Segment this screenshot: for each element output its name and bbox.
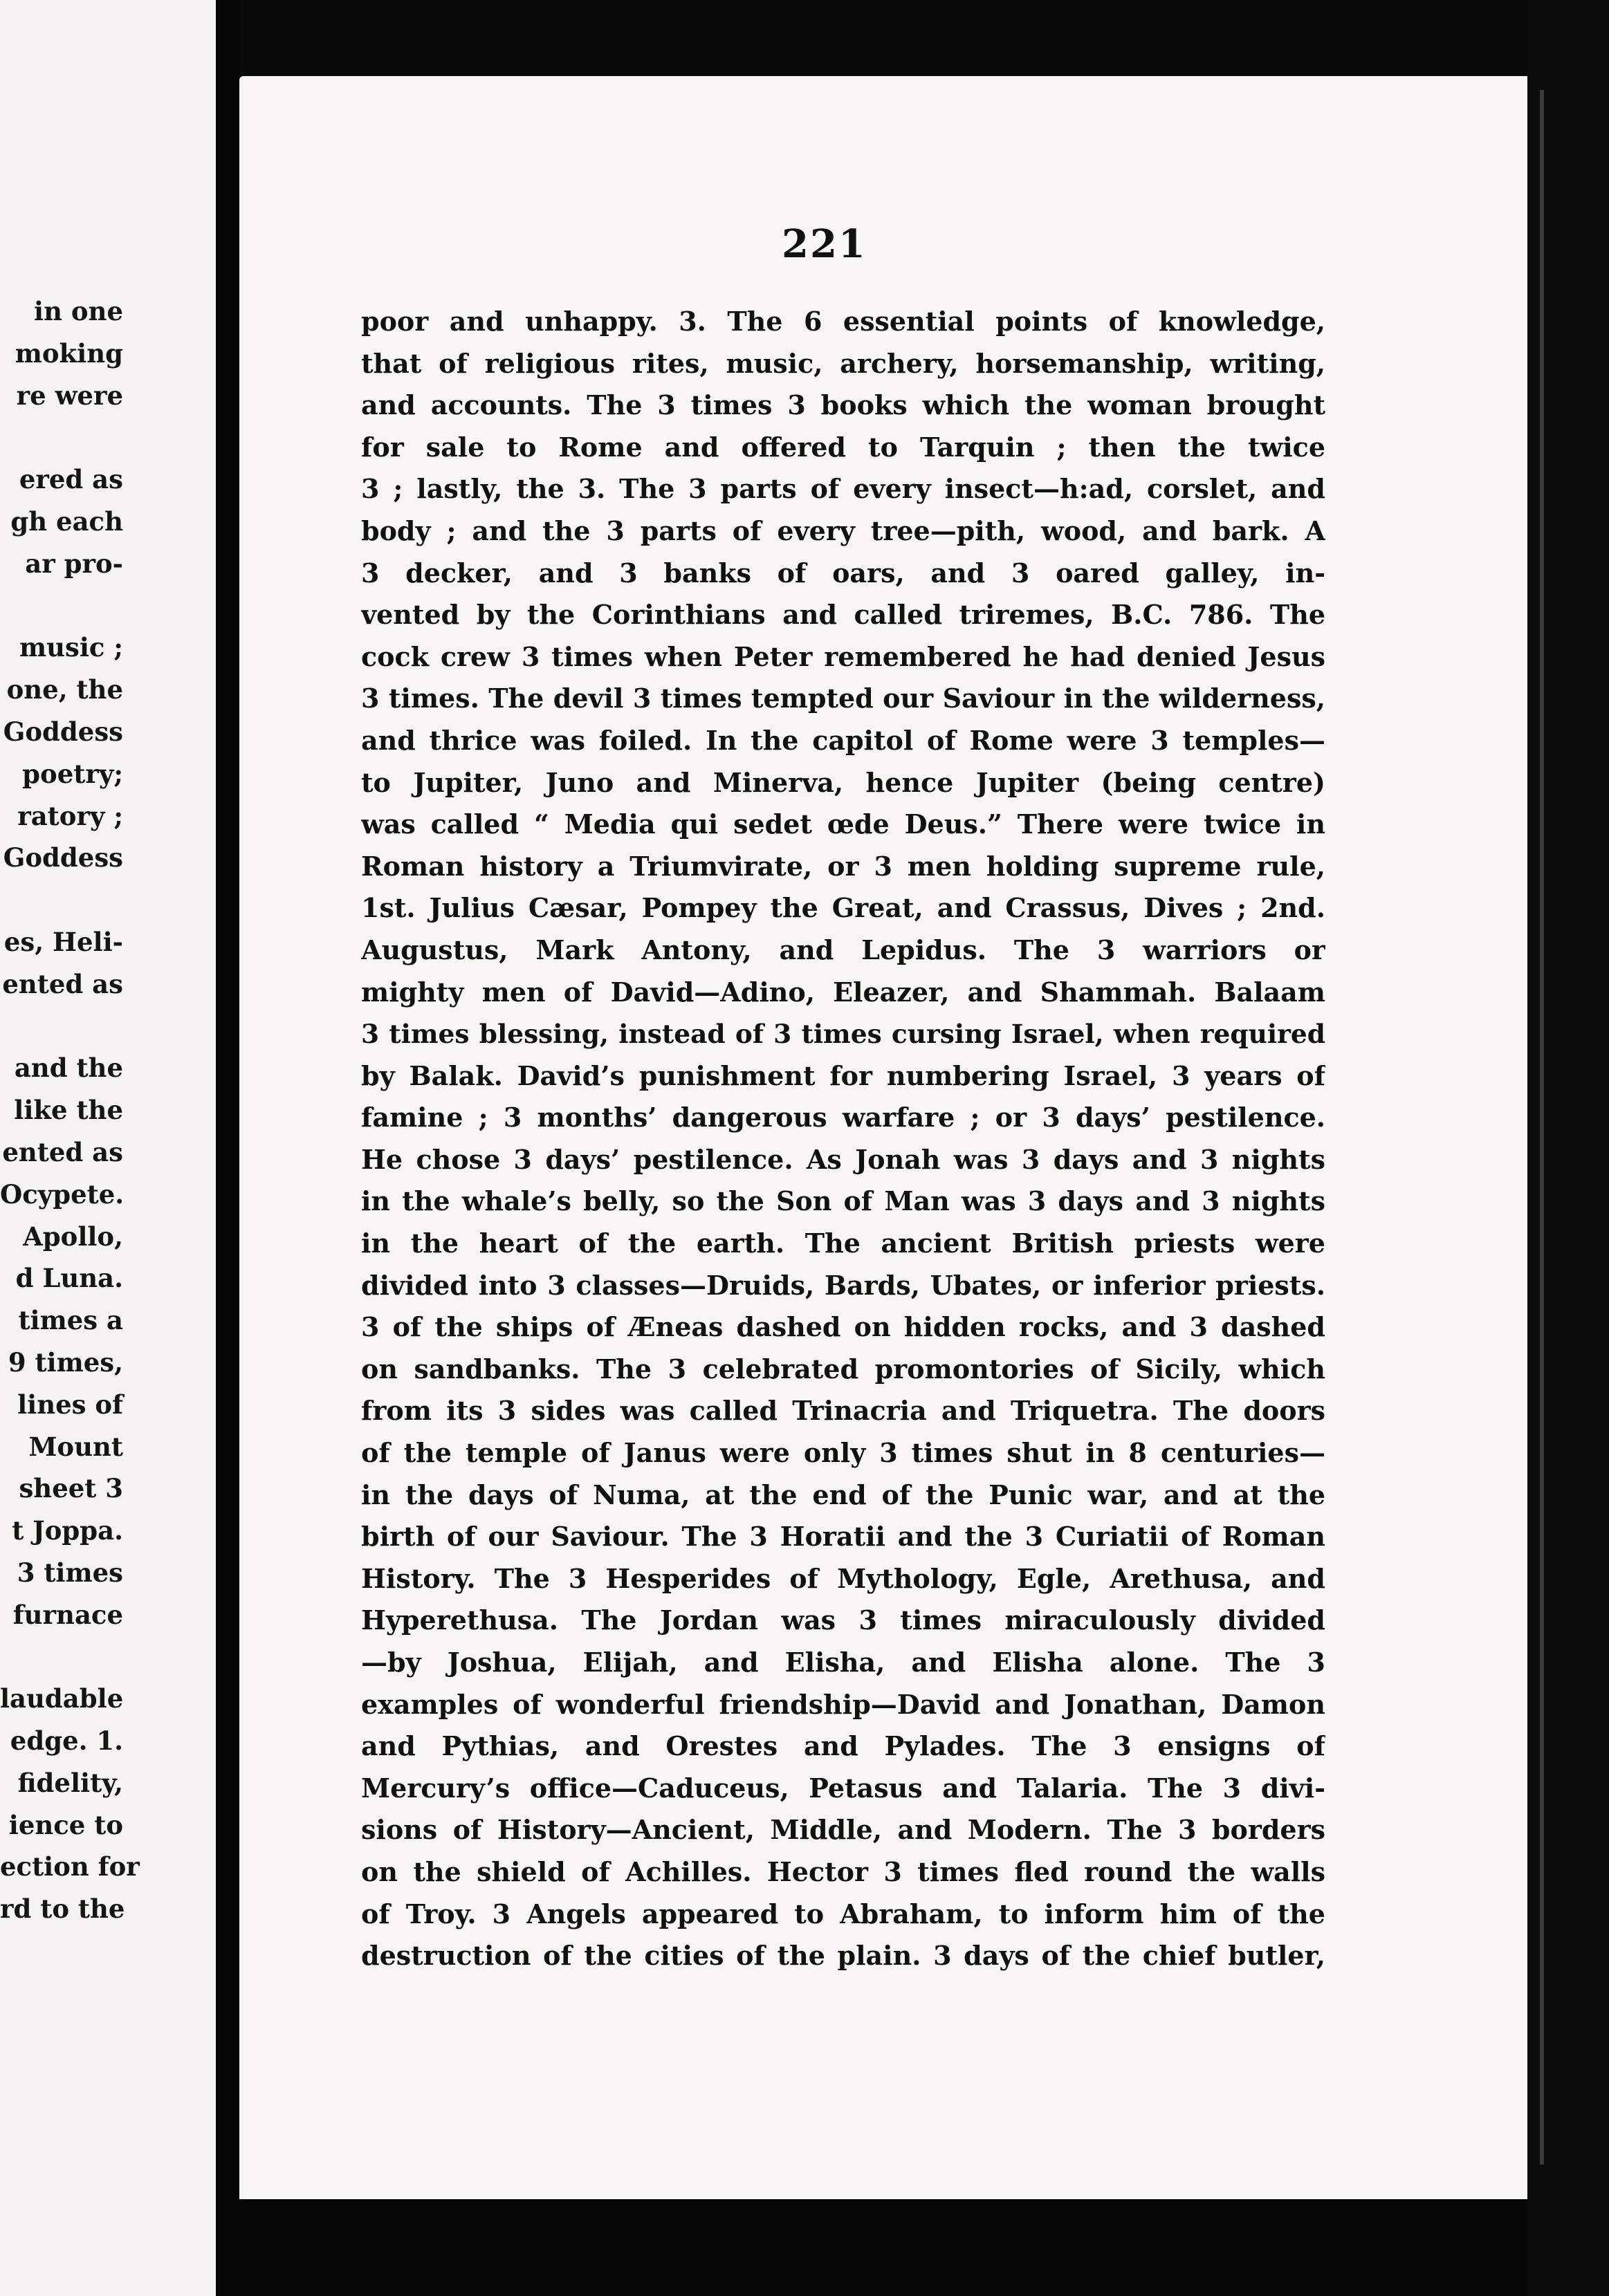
body-line: 3 times blessing, instead of 3 times cursing Israel, when required	[361, 1019, 1325, 1050]
body-line: from its 3 sides was called Trinacria and Triquetra. The doors	[361, 1395, 1325, 1427]
body-line: He chose 3 days’ pestilence. As Jonah was 3 days and 3 nights	[361, 1143, 1325, 1175]
body-line: Roman history a Triumvirate, or 3 men holding supreme rule,	[361, 850, 1325, 882]
left-page-line: ered as	[19, 464, 123, 495]
left-page-line: ented as	[2, 968, 123, 999]
left-page-line: fidelity,	[17, 1767, 123, 1798]
body-line: and Pythias, and Orestes and Pylades. The 3 ensigns of	[361, 1730, 1325, 1762]
body-line: to Jupiter, Juno and Minerva, hence Jupiter (being centre)	[361, 766, 1325, 798]
left-page-line: 9 times,	[8, 1346, 123, 1378]
body-line: of the temple of Janus were only 3 times shut in 8 centuries—	[361, 1437, 1325, 1469]
left-page-line: ratory ;	[17, 800, 123, 831]
body-line: on sandbanks. The 3 celebrated promontories of Sicily, which	[361, 1353, 1325, 1385]
body-line: 3 decker, and 3 banks of oars, and 3 oared galley, in-	[361, 557, 1325, 589]
body-line: that of religious rites, music, archery, horsemanship, writing,	[361, 347, 1325, 379]
body-line: Augustus, Mark Antony, and Lepidus. The 3 warriors or	[361, 934, 1325, 965]
left-page-line: like the	[14, 1095, 123, 1126]
body-line: poor and unhappy. 3. The 6 essential points of knowledge,	[361, 306, 1325, 337]
left-page-line: furnace	[12, 1599, 123, 1630]
left-page-line: laudable	[0, 1683, 124, 1714]
body-line: birth of our Saviour. The 3 Horatii and the 3 Curiatii of Roman	[361, 1521, 1325, 1553]
left-page-line: poetry;	[22, 758, 123, 789]
body-line: destruction of the cities of the plain. 3 days of the chief butler,	[361, 1940, 1325, 1972]
left-page-line	[0, 879, 123, 921]
left-page-line: Ocypete.	[0, 1178, 125, 1210]
left-page-line: one, the	[6, 674, 123, 705]
left-page-line: ar pro-	[25, 548, 123, 579]
left-page-line: rd to the	[0, 1894, 125, 1925]
left-page-line: lines of	[17, 1389, 123, 1420]
left-page-line: d Luna.	[15, 1263, 123, 1294]
left-page-line: and the	[14, 1053, 123, 1084]
body-line: in the heart of the earth. The ancient British priests were	[361, 1228, 1325, 1259]
body-line: by Balak. David’s punishment for numbering Israel, 3 years of	[361, 1059, 1325, 1091]
body-line: body ; and the 3 parts of every tree—pith, wood, and bark. A	[361, 515, 1325, 546]
left-page-line	[0, 585, 123, 627]
body-line: cock crew 3 times when Peter remembered he had denied Jesus	[361, 640, 1325, 672]
left-page-line: gh each	[10, 506, 123, 537]
left-page-line: edge. 1.	[10, 1725, 123, 1757]
right-edge-shadow	[1540, 90, 1544, 2165]
body-line: examples of wonderful friendship—David and Jonathan, Damon	[361, 1688, 1325, 1720]
body-line: famine ; 3 months’ dangerous warfare ; or 3 days’ pestilence.	[361, 1102, 1325, 1133]
body-line: —by Joshua, Elijah, and Elisha, and Elisha alone. The 3	[361, 1647, 1325, 1678]
bottom-scan-border	[239, 2199, 1527, 2296]
left-page-line: music ;	[19, 632, 123, 663]
left-page-line: times a	[18, 1305, 123, 1336]
body-line: mighty men of David—Adino, Eleazer, and Shammah. Balaam	[361, 976, 1325, 1008]
left-page-line: moking	[15, 337, 123, 369]
left-page-line: t Joppa.	[12, 1515, 123, 1546]
body-line: for sale to Rome and offered to Tarquin ; then the twice	[361, 431, 1325, 463]
body-line: 3 of the ships of Æneas dashed on hidden rocks, and 3 dashed	[361, 1311, 1325, 1343]
left-page-line: ection for	[0, 1851, 140, 1882]
body-line: and accounts. The 3 times 3 books which the woman brought	[361, 389, 1325, 421]
body-line: of Troy. 3 Angels appeared to Abraham, to inform him of the	[361, 1898, 1325, 1929]
left-page-line: in one	[34, 296, 123, 326]
body-line: was called “ Media qui sedet œde Deus.” There were twice in	[361, 808, 1325, 840]
left-page-line: ented as	[2, 1136, 123, 1167]
body-line: History. The 3 Hesperides of Mythology, Egle, Arethusa, and	[361, 1562, 1325, 1594]
left-page-fragments	[0, 290, 140, 1930]
left-page-line	[0, 1006, 123, 1048]
left-page-line: es, Heli-	[3, 926, 123, 957]
body-line: Mercury’s office—Caduceus, Petasus and Talaria. The 3 divi-	[361, 1772, 1325, 1804]
body-line: in the whale’s belly, so the Son of Man was 3 days and 3 nights	[361, 1185, 1325, 1217]
body-line: 1st. Julius Cæsar, Pompey the Great, and Crassus, Dives ; 2nd.	[361, 892, 1325, 924]
body-line: and thrice was foiled. In the capitol of Rome were 3 temples—	[361, 724, 1325, 756]
left-facing-page	[0, 0, 216, 2296]
page-number: 221	[782, 221, 867, 267]
left-page-line: 3 times	[17, 1557, 123, 1588]
left-page-line: Goddess	[3, 842, 123, 873]
body-line: vented by the Corinthians and called triremes, B.C. 786. The	[361, 599, 1325, 631]
left-page-line: Apollo,	[23, 1221, 123, 1252]
body-line: 3 times. The devil 3 times tempted our Saviour in the wilderness,	[361, 683, 1325, 714]
left-page-line	[0, 416, 123, 459]
body-line: on the shield of Achilles. Hector 3 times fled round the walls	[361, 1855, 1325, 1887]
body-line: in the days of Numa, at the end of the Punic war, and at the	[361, 1479, 1325, 1510]
body-line: divided into 3 classes—Druids, Bards, Ubates, or inferior priests.	[361, 1269, 1325, 1301]
body-text	[361, 301, 1325, 1977]
body-line: Hyperethusa. The Jordan was 3 times miraculously divided	[361, 1604, 1325, 1636]
left-page-line: Goddess	[3, 716, 123, 747]
body-line: sions of History—Ancient, Middle, and Modern. The 3 borders	[361, 1814, 1325, 1846]
body-line: 3 ; lastly, the 3. The 3 parts of every insect—h:ad, corslet, and	[361, 473, 1325, 505]
page-gutter	[216, 0, 239, 2296]
left-page-line: sheet 3	[19, 1473, 123, 1504]
left-page-line	[0, 1636, 123, 1678]
left-page-line: Mount	[28, 1431, 123, 1462]
left-page-line: re were	[16, 380, 123, 411]
left-page-line: ience to	[8, 1809, 123, 1840]
